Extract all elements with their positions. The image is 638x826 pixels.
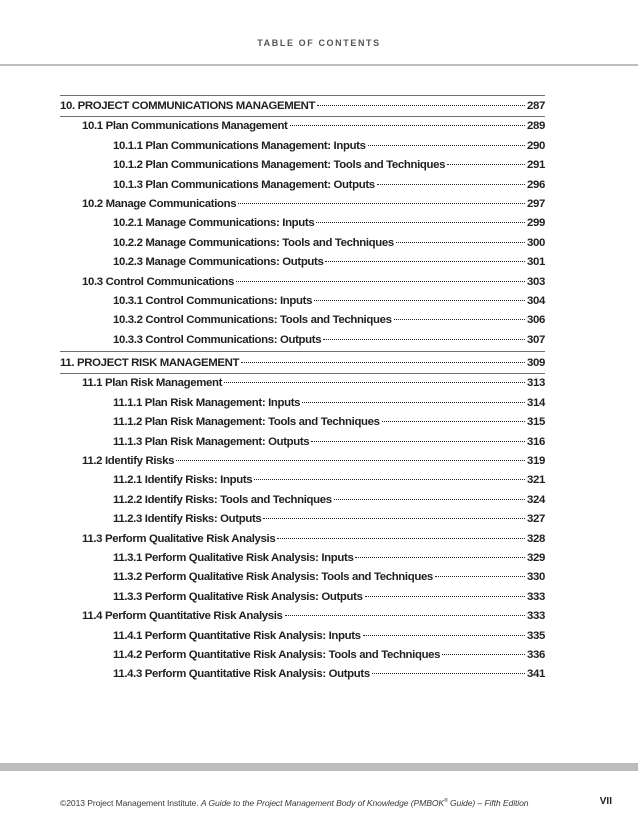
toc-entry-title: 10.3.3 Control Communications: Outputs [113, 333, 322, 346]
toc-subsection-entry[interactable] [60, 433, 545, 452]
toc-entry-page: 299 [527, 217, 545, 230]
section-rule [60, 95, 545, 96]
toc-entry-title: 10.1 Plan Communications Management [82, 120, 288, 133]
toc-subsection-entry[interactable] [60, 292, 545, 311]
dot-leader [176, 460, 525, 461]
toc-entry-title: 11.2.3 Identify Risks: Outputs [113, 513, 262, 526]
toc-entry-title: 11.4.2 Perform Quantitative Risk Analysis: Tools and Techniques [113, 648, 441, 661]
dot-leader [285, 615, 525, 616]
dot-leader [334, 499, 525, 500]
toc-entry-title: 11.3.2 Perform Qualitative Risk Analysis: Tools and Techniques [113, 571, 433, 584]
toc-chapter-entry[interactable] [60, 97, 545, 116]
dot-leader [317, 105, 525, 106]
toc-entry-title: 10.2 Manage Communications [82, 197, 237, 210]
toc-entry-title: 11. PROJECT RISK MANAGEMENT [60, 357, 240, 370]
toc-entry-title: 10.3.2 Control Communications: Tools and Techniques [113, 314, 392, 327]
dot-leader [238, 203, 525, 204]
toc-entry-page: 327 [527, 513, 545, 526]
toc-entry-page: 307 [527, 333, 545, 346]
toc-entry-title: 10.3.1 Control Communications: Inputs [113, 294, 313, 307]
toc-entry-page: 287 [527, 100, 545, 112]
dot-leader [368, 145, 525, 146]
toc-entry-page: 335 [527, 629, 545, 642]
toc-entry-page: 324 [527, 493, 545, 506]
toc-entry-title: 10.2.3 Manage Communications: Outputs [113, 256, 324, 269]
toc-entry-page: 315 [527, 416, 545, 429]
toc-entry-title: 11.2.1 Identify Risks: Inputs [113, 474, 253, 487]
toc-subsection-entry[interactable] [60, 588, 545, 607]
toc-entry-page: 333 [527, 610, 545, 623]
header-divider [0, 64, 638, 66]
toc-entry-page: 296 [527, 178, 545, 191]
toc-entry-title: 11.4.3 Perform Quantitative Risk Analysis: Outputs [113, 668, 370, 681]
toc-subsection-entry[interactable] [60, 491, 545, 510]
toc-subsection-entry[interactable] [60, 214, 545, 233]
toc-entry-title: 11.1 Plan Risk Management [82, 377, 223, 390]
toc-entry-title: 10.2.2 Manage Communications: Tools and Techniques [113, 236, 394, 249]
dot-leader [316, 222, 525, 223]
toc-section-entry[interactable] [60, 374, 545, 393]
toc-entry-page: 316 [527, 435, 545, 448]
toc-entry-page: 314 [527, 396, 545, 409]
toc-entry-page: 300 [527, 236, 545, 249]
toc-subsection-entry[interactable] [60, 471, 545, 490]
footer-divider [0, 763, 638, 771]
toc-entry-page: 304 [527, 294, 545, 307]
toc-subsection-entry[interactable] [60, 549, 545, 568]
toc-entry-title: 11.4 Perform Quantitative Risk Analysis [82, 610, 283, 623]
table-of-contents [60, 95, 545, 685]
dot-leader [254, 479, 525, 480]
toc-entry-title: 11.4.1 Perform Quantitative Risk Analysis: Inputs [113, 629, 361, 642]
toc-entry-title: 11.2 Identify Risks [82, 455, 175, 468]
dot-leader [396, 242, 525, 243]
dot-leader [377, 184, 525, 185]
toc-entry-title: 10. PROJECT COMMUNICATIONS MANAGEMENT [60, 100, 316, 112]
toc-subsection-entry[interactable] [60, 176, 545, 195]
dot-leader [372, 673, 525, 674]
copyright-text: ©2013 Project Management Institute. [60, 798, 199, 808]
toc-subsection-entry[interactable] [60, 665, 545, 684]
dot-leader [302, 402, 525, 403]
toc-entry-page: 321 [527, 474, 545, 487]
dot-leader [442, 654, 525, 655]
toc-entry-title: 10.1.1 Plan Communications Management: Inputs [113, 139, 366, 152]
dot-leader [394, 319, 525, 320]
toc-entry-title: 10.3 Control Communications [82, 275, 234, 288]
toc-subsection-entry[interactable] [60, 311, 545, 330]
toc-entry-page: 301 [527, 256, 545, 269]
toc-subsection-entry[interactable] [60, 413, 545, 432]
toc-section-entry[interactable] [60, 530, 545, 549]
toc-subsection-entry[interactable] [60, 627, 545, 646]
dot-leader [236, 281, 525, 282]
toc-entry-page: 336 [527, 648, 545, 661]
dot-leader [447, 164, 525, 165]
toc-entry-page: 290 [527, 139, 545, 152]
dot-leader [241, 362, 525, 363]
dot-leader [323, 339, 525, 340]
toc-entry-page: 330 [527, 571, 545, 584]
toc-subsection-entry[interactable] [60, 253, 545, 272]
dot-leader [382, 421, 525, 422]
book-title: A Guide to the Project Management Body of Knowledge (PMBOK® Guide) – Fifth Edition [200, 798, 529, 808]
dot-leader [277, 538, 525, 539]
toc-entry-title: 11.3.1 Perform Qualitative Risk Analysis: Inputs [113, 551, 354, 564]
dot-leader [224, 382, 525, 383]
dot-leader [290, 125, 526, 126]
toc-subsection-entry[interactable] [60, 331, 545, 350]
toc-entry-title: 10.1.3 Plan Communications Management: Outputs [113, 178, 375, 191]
toc-entry-title: 11.1.1 Plan Risk Management: Inputs [113, 396, 301, 409]
registered-mark: ® [444, 798, 448, 805]
toc-section-entry[interactable] [60, 273, 545, 292]
toc-section-entry[interactable] [60, 117, 545, 136]
toc-entry-page: 291 [527, 159, 545, 172]
dot-leader [325, 261, 525, 262]
toc-entry-page: 319 [527, 455, 545, 468]
toc-entry-page: 309 [527, 357, 545, 370]
dot-leader [314, 300, 525, 301]
dot-leader [355, 557, 525, 558]
dot-leader [363, 635, 525, 636]
toc-subsection-entry[interactable] [60, 568, 545, 587]
toc-entry-page: 289 [527, 120, 545, 133]
toc-entry-page: 306 [527, 314, 545, 327]
toc-entry-title: 11.1.2 Plan Risk Management: Tools and Techniques [113, 416, 380, 429]
toc-entry-title: 10.1.2 Plan Communications Management: Tools and Techniques [113, 159, 446, 172]
toc-subsection-entry[interactable] [60, 394, 545, 413]
dot-leader [263, 518, 525, 519]
toc-entry-title: 11.3.3 Perform Qualitative Risk Analysis: Outputs [113, 590, 363, 603]
dot-leader [435, 576, 525, 577]
toc-subsection-entry[interactable] [60, 156, 545, 175]
toc-entry-title: 11.2.2 Identify Risks: Tools and Techniques [113, 493, 332, 506]
toc-section-entry[interactable] [60, 607, 545, 626]
toc-entry-page: 333 [527, 590, 545, 603]
toc-entry-title: 11.1.3 Plan Risk Management: Outputs [113, 435, 310, 448]
toc-entry-page: 329 [527, 551, 545, 564]
toc-entry-page: 313 [527, 377, 545, 390]
toc-subsection-entry[interactable] [60, 137, 545, 156]
toc-section-entry[interactable] [60, 452, 545, 471]
toc-subsection-entry[interactable] [60, 234, 545, 253]
toc-entry-page: 303 [527, 275, 545, 288]
section-rule [60, 351, 545, 352]
toc-entry-title: 10.2.1 Manage Communications: Inputs [113, 217, 315, 230]
toc-entry-page: 328 [527, 532, 545, 545]
toc-entry-page: 341 [527, 668, 545, 681]
toc-section-entry[interactable] [60, 195, 545, 214]
toc-entry-page: 297 [527, 197, 545, 210]
toc-subsection-entry[interactable] [60, 510, 545, 529]
toc-entry-title: 11.3 Perform Qualitative Risk Analysis [82, 532, 276, 545]
page-number: VII [599, 796, 612, 807]
page-header-title: TABLE OF CONTENTS [257, 38, 381, 48]
toc-subsection-entry[interactable] [60, 646, 545, 665]
dot-leader [311, 441, 525, 442]
dot-leader [365, 596, 525, 597]
toc-chapter-entry[interactable] [60, 354, 545, 373]
footer-copyright [60, 798, 528, 808]
